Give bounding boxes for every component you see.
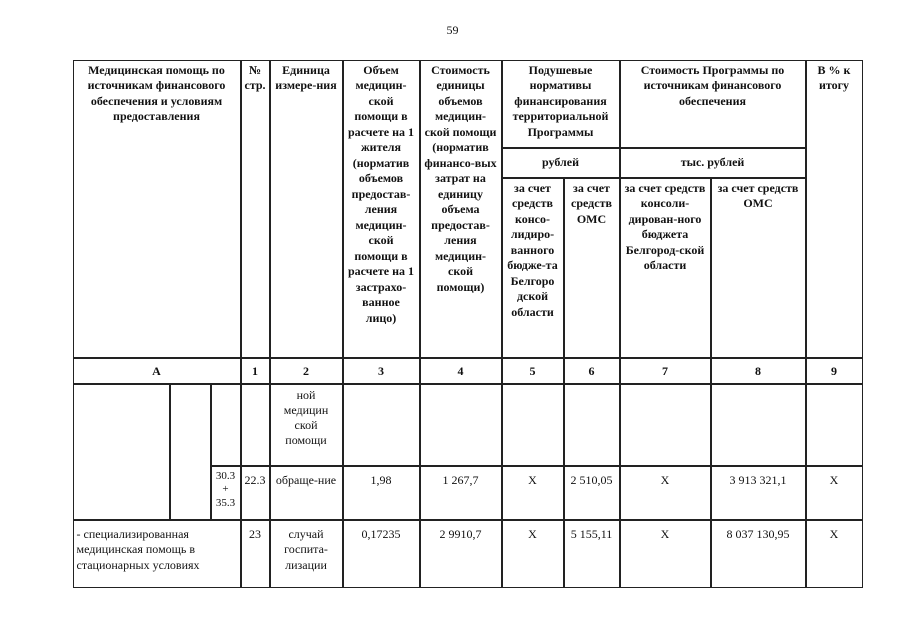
row1-sub-ref: 30.3 + 35.3 bbox=[211, 466, 241, 520]
header-percent: В % к итогу bbox=[806, 60, 863, 358]
row2-v6: 5 155,11 bbox=[564, 520, 620, 588]
row-cont-line bbox=[241, 384, 270, 466]
row-cont-unit: ной медицин ской помощи bbox=[270, 384, 343, 466]
index-a: А bbox=[73, 358, 241, 384]
row2-v8: 8 037 130,95 bbox=[711, 520, 806, 588]
row1-v5: X bbox=[502, 466, 564, 520]
row2-v3: 0,17235 bbox=[343, 520, 420, 588]
row2-v5: X bbox=[502, 520, 564, 588]
row-cont-a1 bbox=[73, 384, 170, 520]
row1-unit: обраще-ние bbox=[270, 466, 343, 520]
financing-table-final bbox=[73, 60, 863, 588]
header-volume: Объем медицин-ской помощи в расчете на 1 жителя (норматив объемов предостав-ления медицин-ской помощи в расчете на 1 застрахо-ванное лицо) bbox=[343, 60, 420, 358]
row1-v8: 3 913 321,1 bbox=[711, 466, 806, 520]
row2-name: - специализированная медицинская помощь в стационарных условиях bbox=[73, 520, 241, 588]
header-unit-cost: Стоимость единицы объемов медицин-ской помощи (норматив финансо-вых затрат на единицу объема предостав-ления медицин-ской помощи) bbox=[420, 60, 502, 358]
row-cont-v5 bbox=[502, 384, 564, 466]
row2-v4: 2 9910,7 bbox=[420, 520, 502, 588]
index-7: 7 bbox=[620, 358, 711, 384]
header-unit-rubles: рублей bbox=[502, 148, 620, 178]
index-9: 9 bbox=[806, 358, 863, 384]
row-cont-v7 bbox=[620, 384, 711, 466]
header-col-6: за счет средств ОМС bbox=[564, 178, 620, 358]
index-8: 8 bbox=[711, 358, 806, 384]
header-per-capita: Подушевые нормативы финансирования территориальной Программы bbox=[502, 60, 620, 148]
header-unit-thousand-rubles: тыс. рублей bbox=[620, 148, 806, 178]
row-cont-a2 bbox=[170, 384, 211, 520]
row2-v9: X bbox=[806, 520, 863, 588]
row-cont-v6 bbox=[564, 384, 620, 466]
index-6: 6 bbox=[564, 358, 620, 384]
page-number: 59 bbox=[446, 23, 459, 37]
header-line-number: № стр. bbox=[241, 60, 270, 358]
row-cont-a3 bbox=[211, 384, 241, 466]
index-2: 2 bbox=[270, 358, 343, 384]
header-col-7: за счет средств консоли-дирован-ного бюджета Белгород-ской области bbox=[620, 178, 711, 358]
row-cont-v4 bbox=[420, 384, 502, 466]
row1-v7: X bbox=[620, 466, 711, 520]
row2-unit: случай госпита-лизации bbox=[270, 520, 343, 588]
header-program-cost: Стоимость Программы по источникам финансового обеспечения bbox=[620, 60, 806, 148]
header-col-8: за счет средств ОМС bbox=[711, 178, 806, 358]
row2-v7: X bbox=[620, 520, 711, 588]
row2-line: 23 bbox=[241, 520, 270, 588]
header-medical-care: Медицинская помощь по источникам финансового обеспечения и условиям предоставления bbox=[73, 60, 241, 358]
index-5: 5 bbox=[502, 358, 564, 384]
row1-v3: 1,98 bbox=[343, 466, 420, 520]
header-col-5: за счет средств консо-лидиро-ванного бюдже-та Белгоро дской области bbox=[502, 178, 564, 358]
header-unit: Единица измере-ния bbox=[270, 60, 343, 358]
index-4: 4 bbox=[420, 358, 502, 384]
index-1: 1 bbox=[241, 358, 270, 384]
row1-line: 22.3 bbox=[241, 466, 270, 520]
index-3: 3 bbox=[343, 358, 420, 384]
row-cont-v8 bbox=[711, 384, 806, 466]
row1-v6: 2 510,05 bbox=[564, 466, 620, 520]
row1-v9: X bbox=[806, 466, 863, 520]
row-cont-v3 bbox=[343, 384, 420, 466]
row-cont-v9 bbox=[806, 384, 863, 466]
row1-v4: 1 267,7 bbox=[420, 466, 502, 520]
